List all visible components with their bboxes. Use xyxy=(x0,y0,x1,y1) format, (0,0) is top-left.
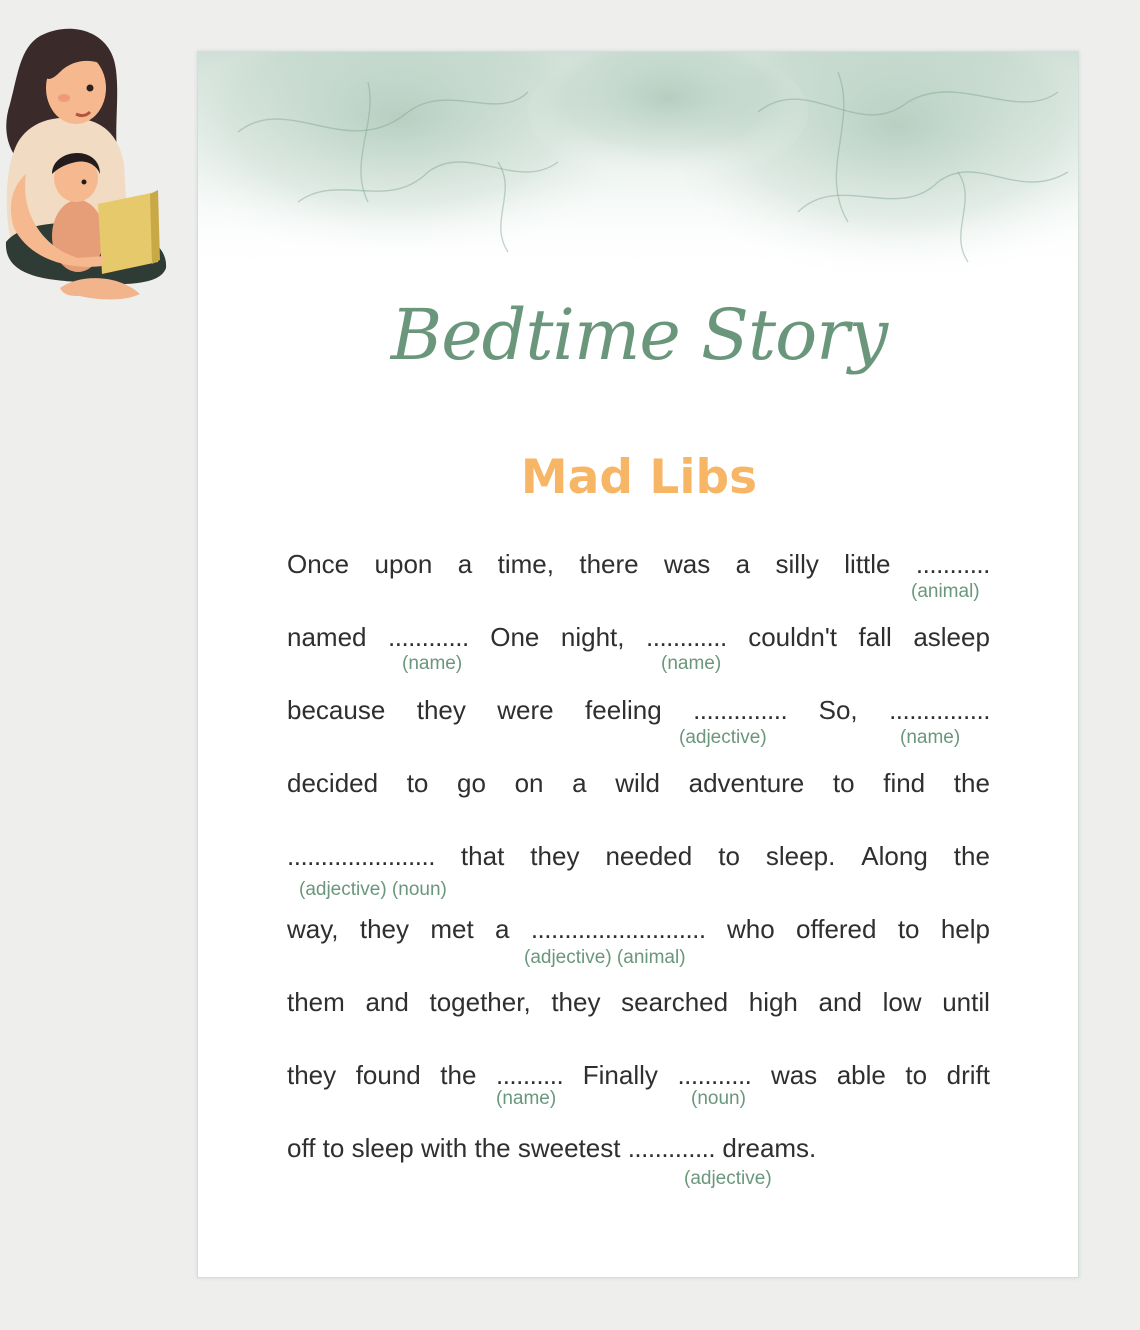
story-word: sleep xyxy=(351,1133,414,1163)
story-word: find xyxy=(883,768,926,798)
story-word: Once xyxy=(287,549,350,579)
story-word: who xyxy=(726,914,775,944)
story-word: a xyxy=(457,549,473,579)
story-word: So, xyxy=(818,695,858,725)
story-word: decided xyxy=(287,768,379,798)
story-word: searched xyxy=(621,987,729,1017)
hint-adjective-animal: (adjective) (animal) xyxy=(524,947,686,968)
story-word: dreams. xyxy=(722,1133,817,1163)
story-word: to xyxy=(897,914,920,944)
story-word: high xyxy=(748,987,798,1017)
title-script: Bedtime Story xyxy=(390,294,888,376)
story-word: upon xyxy=(374,549,433,579)
story-word: with xyxy=(420,1133,468,1163)
story-word: go xyxy=(457,768,486,798)
subtitle: Mad Libs xyxy=(520,450,758,505)
mad-libs-sheet xyxy=(197,51,1079,1278)
story-word: wild xyxy=(615,768,660,798)
blank-adjective-animal: .......................... xyxy=(530,914,706,944)
story-word: was xyxy=(664,549,711,579)
story-word: and xyxy=(818,987,862,1017)
story-word: low xyxy=(882,987,922,1017)
hint-name: (name) xyxy=(496,1088,557,1109)
blank-animal: ........... xyxy=(915,549,990,579)
story-word: that xyxy=(460,841,505,871)
mother-eye xyxy=(87,85,94,92)
blank-noun: ........... xyxy=(677,1060,752,1090)
story-word: couldn't xyxy=(748,622,838,652)
story-word: needed xyxy=(605,841,693,871)
story-line xyxy=(287,1131,990,1171)
story-word: a xyxy=(572,768,587,798)
hint-name: (name) xyxy=(900,727,961,748)
story-word: they xyxy=(530,841,580,871)
story-word: the xyxy=(953,768,990,798)
hint-name: (name) xyxy=(402,653,463,674)
blank-adjective: .............. xyxy=(693,695,788,725)
story-word: way, xyxy=(287,914,339,944)
story-line xyxy=(287,912,990,952)
child-eye xyxy=(82,180,87,185)
story-word: adventure xyxy=(688,768,805,798)
story-word: silly xyxy=(775,549,819,579)
story-word: night, xyxy=(560,622,625,652)
story-word: on xyxy=(514,768,544,798)
story-word: asleep xyxy=(913,622,990,652)
story-word: were xyxy=(497,695,554,725)
story-word: to xyxy=(905,1060,928,1090)
story-word: One xyxy=(490,622,540,652)
hint-noun: (noun) xyxy=(691,1088,746,1109)
story-word: together, xyxy=(429,987,531,1017)
story-word: and xyxy=(365,987,409,1017)
story-word: time, xyxy=(497,549,554,579)
story-word: the xyxy=(474,1133,511,1163)
blank-adjective-noun: ...................... xyxy=(287,841,435,871)
story-word: help xyxy=(940,914,990,944)
story-word: little xyxy=(844,549,891,579)
story-word: feeling xyxy=(585,695,662,725)
story-line xyxy=(287,839,990,879)
mother-cheek xyxy=(58,94,70,102)
story-word: met xyxy=(430,914,474,944)
story-word: to xyxy=(322,1133,345,1163)
hint-adjective-noun: (adjective) (noun) xyxy=(299,879,447,900)
story-word: they xyxy=(287,1060,337,1090)
blank-name: .......... xyxy=(495,1060,564,1090)
blank-adjective: ............. xyxy=(627,1133,716,1163)
story-word: to xyxy=(406,768,429,798)
story-word: Along xyxy=(861,841,928,871)
story-word: found xyxy=(355,1060,421,1090)
book xyxy=(98,192,158,274)
story-word: they xyxy=(359,914,410,944)
hint-adjective: (adjective) xyxy=(684,1168,772,1189)
story-word: to xyxy=(718,841,740,871)
hint-animal: (animal) xyxy=(911,581,980,602)
story-word: sweetest xyxy=(517,1133,621,1163)
story-word: fall xyxy=(858,622,892,652)
story-word: to xyxy=(832,768,855,798)
blank-name: ............ xyxy=(646,622,727,652)
story-word: Finally xyxy=(582,1060,658,1090)
hint-adjective: (adjective) xyxy=(679,727,767,748)
story-word: sleep. xyxy=(765,841,836,871)
story-word: was xyxy=(770,1060,818,1090)
story-word: until xyxy=(942,987,990,1017)
story-word: them xyxy=(287,987,345,1017)
story-line xyxy=(287,620,990,660)
story-line xyxy=(287,1058,990,1098)
blank-name: ............ xyxy=(388,622,469,652)
story-word: named xyxy=(287,622,367,652)
story-line xyxy=(287,766,990,806)
mother-reading-illustration xyxy=(0,24,172,304)
story-word: there xyxy=(579,549,639,579)
story-line xyxy=(287,547,990,587)
story-word: they xyxy=(416,695,466,725)
story-word: off xyxy=(287,1133,316,1163)
story-word: the xyxy=(440,1060,477,1090)
story-word: drift xyxy=(946,1060,990,1090)
story-word: a xyxy=(735,549,751,579)
story-word: able xyxy=(836,1060,886,1090)
story-line xyxy=(287,693,990,733)
story-word: a xyxy=(495,914,510,944)
blank-name: ............... xyxy=(889,695,990,725)
hint-name: (name) xyxy=(661,653,722,674)
story-word: offered xyxy=(796,914,877,944)
story-word: because xyxy=(287,695,386,725)
story-line xyxy=(287,985,990,1025)
story-word: the xyxy=(953,841,990,871)
story-word: they xyxy=(551,987,601,1017)
